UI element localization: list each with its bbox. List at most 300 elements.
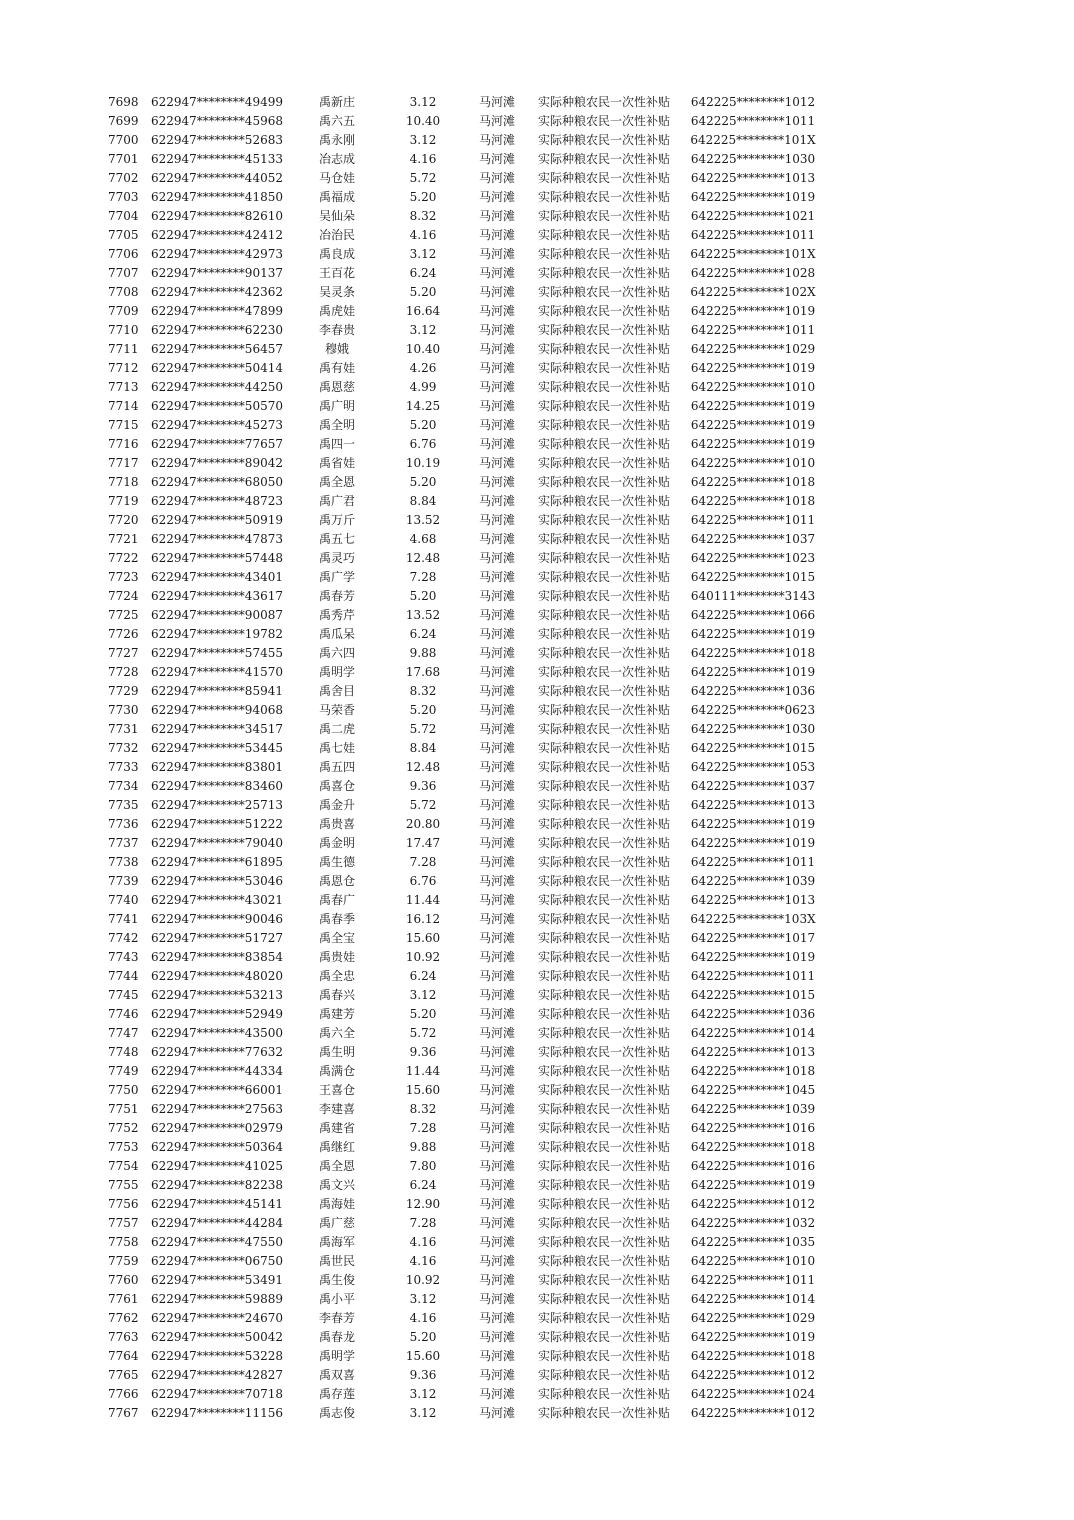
subsidy-type-cell: 实际种粮农民一次性补贴 [537,836,670,850]
row-number-cell: 7743 [108,950,139,964]
row-number-cell: 7719 [108,494,139,508]
card-number-cell: 622947********51727 [151,931,283,945]
name-cell: 禹广慈 [318,1216,355,1230]
amount-cell: 13.52 [405,513,441,527]
village-cell: 马河滩 [478,1273,515,1287]
amount-cell: 12.90 [405,1197,441,1211]
table-row [0,1157,1074,1176]
row-number-cell: 7722 [108,551,139,565]
subsidy-type-cell: 实际种粮农民一次性补贴 [537,456,670,470]
table-row [0,378,1074,397]
table-row [0,473,1074,492]
row-number-cell: 7757 [108,1216,139,1230]
table-row [0,1271,1074,1290]
village-cell: 马河滩 [478,532,515,546]
village-cell: 马河滩 [478,646,515,660]
village-cell: 马河滩 [478,741,515,755]
amount-cell: 14.25 [405,399,441,413]
row-number-cell: 7704 [108,209,139,223]
id-number-cell: 642225********1039 [690,1102,816,1116]
name-cell: 吴仙朵 [318,209,355,223]
subsidy-type-cell: 实际种粮农民一次性补贴 [537,1121,670,1135]
name-cell: 禹二虎 [318,722,355,736]
table-row [0,929,1074,948]
card-number-cell: 622947********82610 [151,209,283,223]
amount-cell: 5.72 [409,171,437,185]
subsidy-type-cell: 实际种粮农民一次性补贴 [537,1254,670,1268]
subsidy-type-cell: 实际种粮农民一次性补贴 [537,779,670,793]
card-number-cell: 622947********53213 [151,988,283,1002]
subsidy-type-cell: 实际种粮农民一次性补贴 [537,494,670,508]
card-number-cell: 622947********42973 [151,247,283,261]
village-cell: 马河滩 [478,1216,515,1230]
amount-cell: 5.20 [409,703,437,717]
card-number-cell: 622947********56457 [151,342,283,356]
card-number-cell: 622947********50364 [151,1140,283,1154]
subsidy-type-cell: 实际种粮农民一次性补贴 [537,1064,670,1078]
table-row [0,948,1074,967]
table-row [0,112,1074,131]
subsidy-type-cell: 实际种粮农民一次性补贴 [537,1387,670,1401]
subsidy-type-cell: 实际种粮农民一次性补贴 [537,589,670,603]
table-row [0,891,1074,910]
row-number-cell: 7732 [108,741,139,755]
table-row [0,1062,1074,1081]
row-number-cell: 7736 [108,817,139,831]
subsidy-type-cell: 实际种粮农民一次性补贴 [537,1083,670,1097]
name-cell: 禹建省 [318,1121,355,1135]
table-row [0,568,1074,587]
id-number-cell: 642225********1011 [690,969,816,983]
card-number-cell: 622947********53445 [151,741,283,755]
name-cell: 穆娥 [324,342,349,356]
subsidy-type-cell: 实际种粮农民一次性补贴 [537,1197,670,1211]
name-cell: 吴灵条 [318,285,355,299]
subsidy-type-cell: 实际种粮农民一次性补贴 [537,1311,670,1325]
row-number-cell: 7764 [108,1349,139,1363]
amount-cell: 3.12 [409,247,437,261]
row-number-cell: 7758 [108,1235,139,1249]
id-number-cell: 642225********1045 [690,1083,816,1097]
card-number-cell: 622947********83801 [151,760,283,774]
card-number-cell: 622947********49499 [151,95,283,109]
subsidy-type-cell: 实际种粮农民一次性补贴 [537,209,670,223]
card-number-cell: 622947********68050 [151,475,283,489]
row-number-cell: 7755 [108,1178,139,1192]
village-cell: 马河滩 [478,513,515,527]
name-cell: 禹生俊 [318,1273,355,1287]
card-number-cell: 622947********06750 [151,1254,283,1268]
card-number-cell: 622947********50042 [151,1330,283,1344]
card-number-cell: 622947********52949 [151,1007,283,1021]
name-cell: 禹瓜呆 [318,627,355,641]
name-cell: 禹广学 [318,570,355,584]
card-number-cell: 622947********43021 [151,893,283,907]
amount-cell: 5.72 [409,1026,437,1040]
card-number-cell: 622947********45133 [151,152,283,166]
amount-cell: 8.84 [409,494,437,508]
row-number-cell: 7709 [108,304,139,318]
row-number-cell: 7713 [108,380,139,394]
subsidy-type-cell: 实际种粮农民一次性补贴 [537,532,670,546]
amount-cell: 4.16 [409,228,437,242]
row-number-cell: 7740 [108,893,139,907]
table-row [0,682,1074,701]
subsidy-type-cell: 实际种粮农民一次性补贴 [537,551,670,565]
name-cell: 王喜仓 [318,1083,355,1097]
name-cell: 禹双喜 [318,1368,355,1382]
card-number-cell: 622947********53228 [151,1349,283,1363]
subsidy-type-cell: 实际种粮农民一次性补贴 [537,323,670,337]
id-number-cell: 642225********1019 [690,1178,816,1192]
village-cell: 马河滩 [478,893,515,907]
amount-cell: 15.60 [405,1083,441,1097]
table-row [0,910,1074,929]
subsidy-type-cell: 实际种粮农民一次性补贴 [537,703,670,717]
id-number-cell: 642225********1028 [690,266,816,280]
village-cell: 马河滩 [478,304,515,318]
name-cell: 禹金升 [318,798,355,812]
subsidy-type-cell: 实际种粮农民一次性补贴 [537,741,670,755]
subsidy-type-cell: 实际种粮农民一次性补贴 [537,342,670,356]
village-cell: 马河滩 [478,1026,515,1040]
amount-cell: 3.12 [409,988,437,1002]
name-cell: 禹广明 [318,399,355,413]
row-number-cell: 7730 [108,703,139,717]
id-number-cell: 642225********101X [690,133,816,147]
name-cell: 禹舍目 [318,684,355,698]
row-number-cell: 7729 [108,684,139,698]
subsidy-type-cell: 实际种粮农民一次性补贴 [537,969,670,983]
row-number-cell: 7763 [108,1330,139,1344]
village-cell: 马河滩 [478,760,515,774]
village-cell: 马河滩 [478,950,515,964]
name-cell: 禹全恩 [318,1159,355,1173]
name-cell: 李春贵 [318,323,355,337]
card-number-cell: 622947********02979 [151,1121,283,1135]
card-number-cell: 622947********94068 [151,703,283,717]
id-number-cell: 642225********1012 [690,1197,816,1211]
row-number-cell: 7723 [108,570,139,584]
amount-cell: 7.28 [409,1121,437,1135]
name-cell: 禹继红 [318,1140,355,1154]
table-row [0,511,1074,530]
table-row [0,1024,1074,1043]
village-cell: 马河滩 [478,1368,515,1382]
name-cell: 禹秀芹 [318,608,355,622]
subsidy-type-cell: 实际种粮农民一次性补贴 [537,1368,670,1382]
village-cell: 马河滩 [478,1311,515,1325]
name-cell: 禹文兴 [318,1178,355,1192]
subsidy-type-cell: 实际种粮农民一次性补贴 [537,475,670,489]
row-number-cell: 7727 [108,646,139,660]
subsidy-type-cell: 实际种粮农民一次性补贴 [537,1159,670,1173]
village-cell: 马河滩 [478,931,515,945]
id-number-cell: 642225********1018 [690,475,816,489]
amount-cell: 5.20 [409,418,437,432]
id-number-cell: 642225********1019 [690,399,816,413]
id-number-cell: 642225********1012 [690,1406,816,1420]
amount-cell: 16.64 [405,304,441,318]
id-number-cell: 642225********1019 [690,950,816,964]
subsidy-type-cell: 实际种粮农民一次性补贴 [537,266,670,280]
amount-cell: 10.92 [405,950,441,964]
row-number-cell: 7706 [108,247,139,261]
row-number-cell: 7762 [108,1311,139,1325]
row-number-cell: 7707 [108,266,139,280]
village-cell: 马河滩 [478,437,515,451]
village-cell: 马河滩 [478,855,515,869]
id-number-cell: 642225********1023 [690,551,816,565]
amount-cell: 6.24 [409,627,437,641]
table-row [0,340,1074,359]
table-row [0,1100,1074,1119]
id-number-cell: 642225********1012 [690,95,816,109]
id-number-cell: 642225********1036 [690,684,816,698]
name-cell: 禹恩仓 [318,874,355,888]
name-cell: 马仓娃 [318,171,355,185]
table-row [0,1252,1074,1271]
card-number-cell: 622947********85941 [151,684,283,698]
table-row [0,625,1074,644]
row-number-cell: 7748 [108,1045,139,1059]
table-row [0,1119,1074,1138]
card-number-cell: 622947********52683 [151,133,283,147]
card-number-cell: 622947********34517 [151,722,283,736]
name-cell: 禹志俊 [318,1406,355,1420]
subsidy-type-cell: 实际种粮农民一次性补贴 [537,665,670,679]
card-number-cell: 622947********48020 [151,969,283,983]
id-number-cell: 642225********1018 [690,494,816,508]
id-number-cell: 642225********1015 [690,741,816,755]
id-number-cell: 642225********102X [690,285,816,299]
village-cell: 马河滩 [478,1292,515,1306]
amount-cell: 15.60 [405,1349,441,1363]
name-cell: 禹喜仓 [318,779,355,793]
card-number-cell: 622947********47899 [151,304,283,318]
row-number-cell: 7733 [108,760,139,774]
row-number-cell: 7756 [108,1197,139,1211]
card-number-cell: 622947********43617 [151,589,283,603]
table-row [0,796,1074,815]
village-cell: 马河滩 [478,570,515,584]
card-number-cell: 622947********45968 [151,114,283,128]
row-number-cell: 7710 [108,323,139,337]
row-number-cell: 7750 [108,1083,139,1097]
id-number-cell: 642225********1018 [690,646,816,660]
subsidy-type-cell: 实际种粮农民一次性补贴 [537,513,670,527]
village-cell: 马河滩 [478,95,515,109]
card-number-cell: 622947********45141 [151,1197,283,1211]
name-cell: 禹海军 [318,1235,355,1249]
id-number-cell: 642225********1015 [690,570,816,584]
row-number-cell: 7718 [108,475,139,489]
name-cell: 禹金明 [318,836,355,850]
amount-cell: 9.88 [409,1140,437,1154]
amount-cell: 20.80 [405,817,441,831]
row-number-cell: 7716 [108,437,139,451]
amount-cell: 6.76 [409,874,437,888]
subsidy-type-cell: 实际种粮农民一次性补贴 [537,722,670,736]
subsidy-type-cell: 实际种粮农民一次性补贴 [537,817,670,831]
subsidy-type-cell: 实际种粮农民一次性补贴 [537,760,670,774]
amount-cell: 10.40 [405,342,441,356]
village-cell: 马河滩 [478,342,515,356]
row-number-cell: 7725 [108,608,139,622]
village-cell: 马河滩 [478,1235,515,1249]
amount-cell: 7.28 [409,570,437,584]
id-number-cell: 642225********1011 [690,228,816,242]
id-number-cell: 642225********103X [690,912,816,926]
subsidy-type-cell: 实际种粮农民一次性补贴 [537,1273,670,1287]
id-number-cell: 642225********1021 [690,209,816,223]
name-cell: 禹恩慈 [318,380,355,394]
id-number-cell: 642225********1011 [690,855,816,869]
name-cell: 禹海娃 [318,1197,355,1211]
id-number-cell: 642225********1036 [690,1007,816,1021]
name-cell: 禹五七 [318,532,355,546]
id-number-cell: 642225********1053 [690,760,816,774]
subsidy-table [0,93,1074,1423]
name-cell: 禹春芳 [318,589,355,603]
row-number-cell: 7746 [108,1007,139,1021]
card-number-cell: 622947********79040 [151,836,283,850]
id-number-cell: 642225********1013 [690,1045,816,1059]
row-number-cell: 7724 [108,589,139,603]
name-cell: 禹六五 [318,114,355,128]
village-cell: 马河滩 [478,1064,515,1078]
table-row [0,435,1074,454]
name-cell: 禹明学 [318,665,355,679]
amount-cell: 5.20 [409,285,437,299]
table-row [0,739,1074,758]
subsidy-type-cell: 实际种粮农民一次性补贴 [537,418,670,432]
name-cell: 马荣香 [318,703,355,717]
table-row [0,1233,1074,1252]
village-cell: 马河滩 [478,1178,515,1192]
subsidy-type-cell: 实际种粮农民一次性补贴 [537,171,670,185]
name-cell: 禹全恩 [318,475,355,489]
table-row [0,986,1074,1005]
subsidy-type-cell: 实际种粮农民一次性补贴 [537,684,670,698]
row-number-cell: 7752 [108,1121,139,1135]
row-number-cell: 7705 [108,228,139,242]
table-row [0,834,1074,853]
village-cell: 马河滩 [478,551,515,565]
name-cell: 禹春龙 [318,1330,355,1344]
name-cell: 禹春兴 [318,988,355,1002]
id-number-cell: 642225********1019 [690,418,816,432]
name-cell: 禹贵喜 [318,817,355,831]
id-number-cell: 642225********1014 [690,1292,816,1306]
amount-cell: 10.40 [405,114,441,128]
village-cell: 马河滩 [478,209,515,223]
village-cell: 马河滩 [478,817,515,831]
row-number-cell: 7741 [108,912,139,926]
row-number-cell: 7726 [108,627,139,641]
id-number-cell: 642225********1012 [690,1368,816,1382]
village-cell: 马河滩 [478,779,515,793]
id-number-cell: 640111********3143 [690,589,816,603]
row-number-cell: 7742 [108,931,139,945]
subsidy-type-cell: 实际种粮农民一次性补贴 [537,437,670,451]
amount-cell: 17.68 [405,665,441,679]
amount-cell: 4.99 [409,380,437,394]
id-number-cell: 642225********1037 [690,779,816,793]
village-cell: 马河滩 [478,152,515,166]
subsidy-type-cell: 实际种粮农民一次性补贴 [537,114,670,128]
table-row [0,1404,1074,1423]
row-number-cell: 7744 [108,969,139,983]
id-number-cell: 642225********1029 [690,342,816,356]
row-number-cell: 7747 [108,1026,139,1040]
id-number-cell: 642225********1037 [690,532,816,546]
card-number-cell: 622947********77657 [151,437,283,451]
amount-cell: 12.48 [405,551,441,565]
row-number-cell: 7703 [108,190,139,204]
id-number-cell: 642225********1035 [690,1235,816,1249]
row-number-cell: 7702 [108,171,139,185]
village-cell: 马河滩 [478,1140,515,1154]
id-number-cell: 642225********1013 [690,893,816,907]
subsidy-type-cell: 实际种粮农民一次性补贴 [537,1102,670,1116]
amount-cell: 6.24 [409,266,437,280]
name-cell: 禹全忠 [318,969,355,983]
table-row [0,131,1074,150]
amount-cell: 9.36 [409,1368,437,1382]
village-cell: 马河滩 [478,589,515,603]
name-cell: 禹广君 [318,494,355,508]
village-cell: 马河滩 [478,475,515,489]
row-number-cell: 7767 [108,1406,139,1420]
village-cell: 马河滩 [478,247,515,261]
table-row [0,1366,1074,1385]
amount-cell: 11.44 [405,893,441,907]
amount-cell: 5.20 [409,475,437,489]
subsidy-type-cell: 实际种粮农民一次性补贴 [537,893,670,907]
id-number-cell: 642225********1039 [690,874,816,888]
village-cell: 马河滩 [478,266,515,280]
table-row [0,587,1074,606]
card-number-cell: 622947********47550 [151,1235,283,1249]
village-cell: 马河滩 [478,285,515,299]
village-cell: 马河滩 [478,456,515,470]
card-number-cell: 622947********62230 [151,323,283,337]
subsidy-type-cell: 实际种粮农民一次性补贴 [537,304,670,318]
row-number-cell: 7731 [108,722,139,736]
table-row [0,701,1074,720]
id-number-cell: 642225********1029 [690,1311,816,1325]
amount-cell: 3.12 [409,1292,437,1306]
row-number-cell: 7751 [108,1102,139,1116]
card-number-cell: 622947********53491 [151,1273,283,1287]
card-number-cell: 622947********83460 [151,779,283,793]
amount-cell: 7.80 [409,1159,437,1173]
table-row [0,302,1074,321]
village-cell: 马河滩 [478,836,515,850]
subsidy-type-cell: 实际种粮农民一次性补贴 [537,1292,670,1306]
table-row [0,1195,1074,1214]
name-cell: 禹良成 [318,247,355,261]
row-number-cell: 7745 [108,988,139,1002]
village-cell: 马河滩 [478,171,515,185]
amount-cell: 4.26 [409,361,437,375]
table-row [0,169,1074,188]
id-number-cell: 642225********1011 [690,1273,816,1287]
row-number-cell: 7701 [108,152,139,166]
id-number-cell: 642225********1011 [690,114,816,128]
name-cell: 禹存莲 [318,1387,355,1401]
